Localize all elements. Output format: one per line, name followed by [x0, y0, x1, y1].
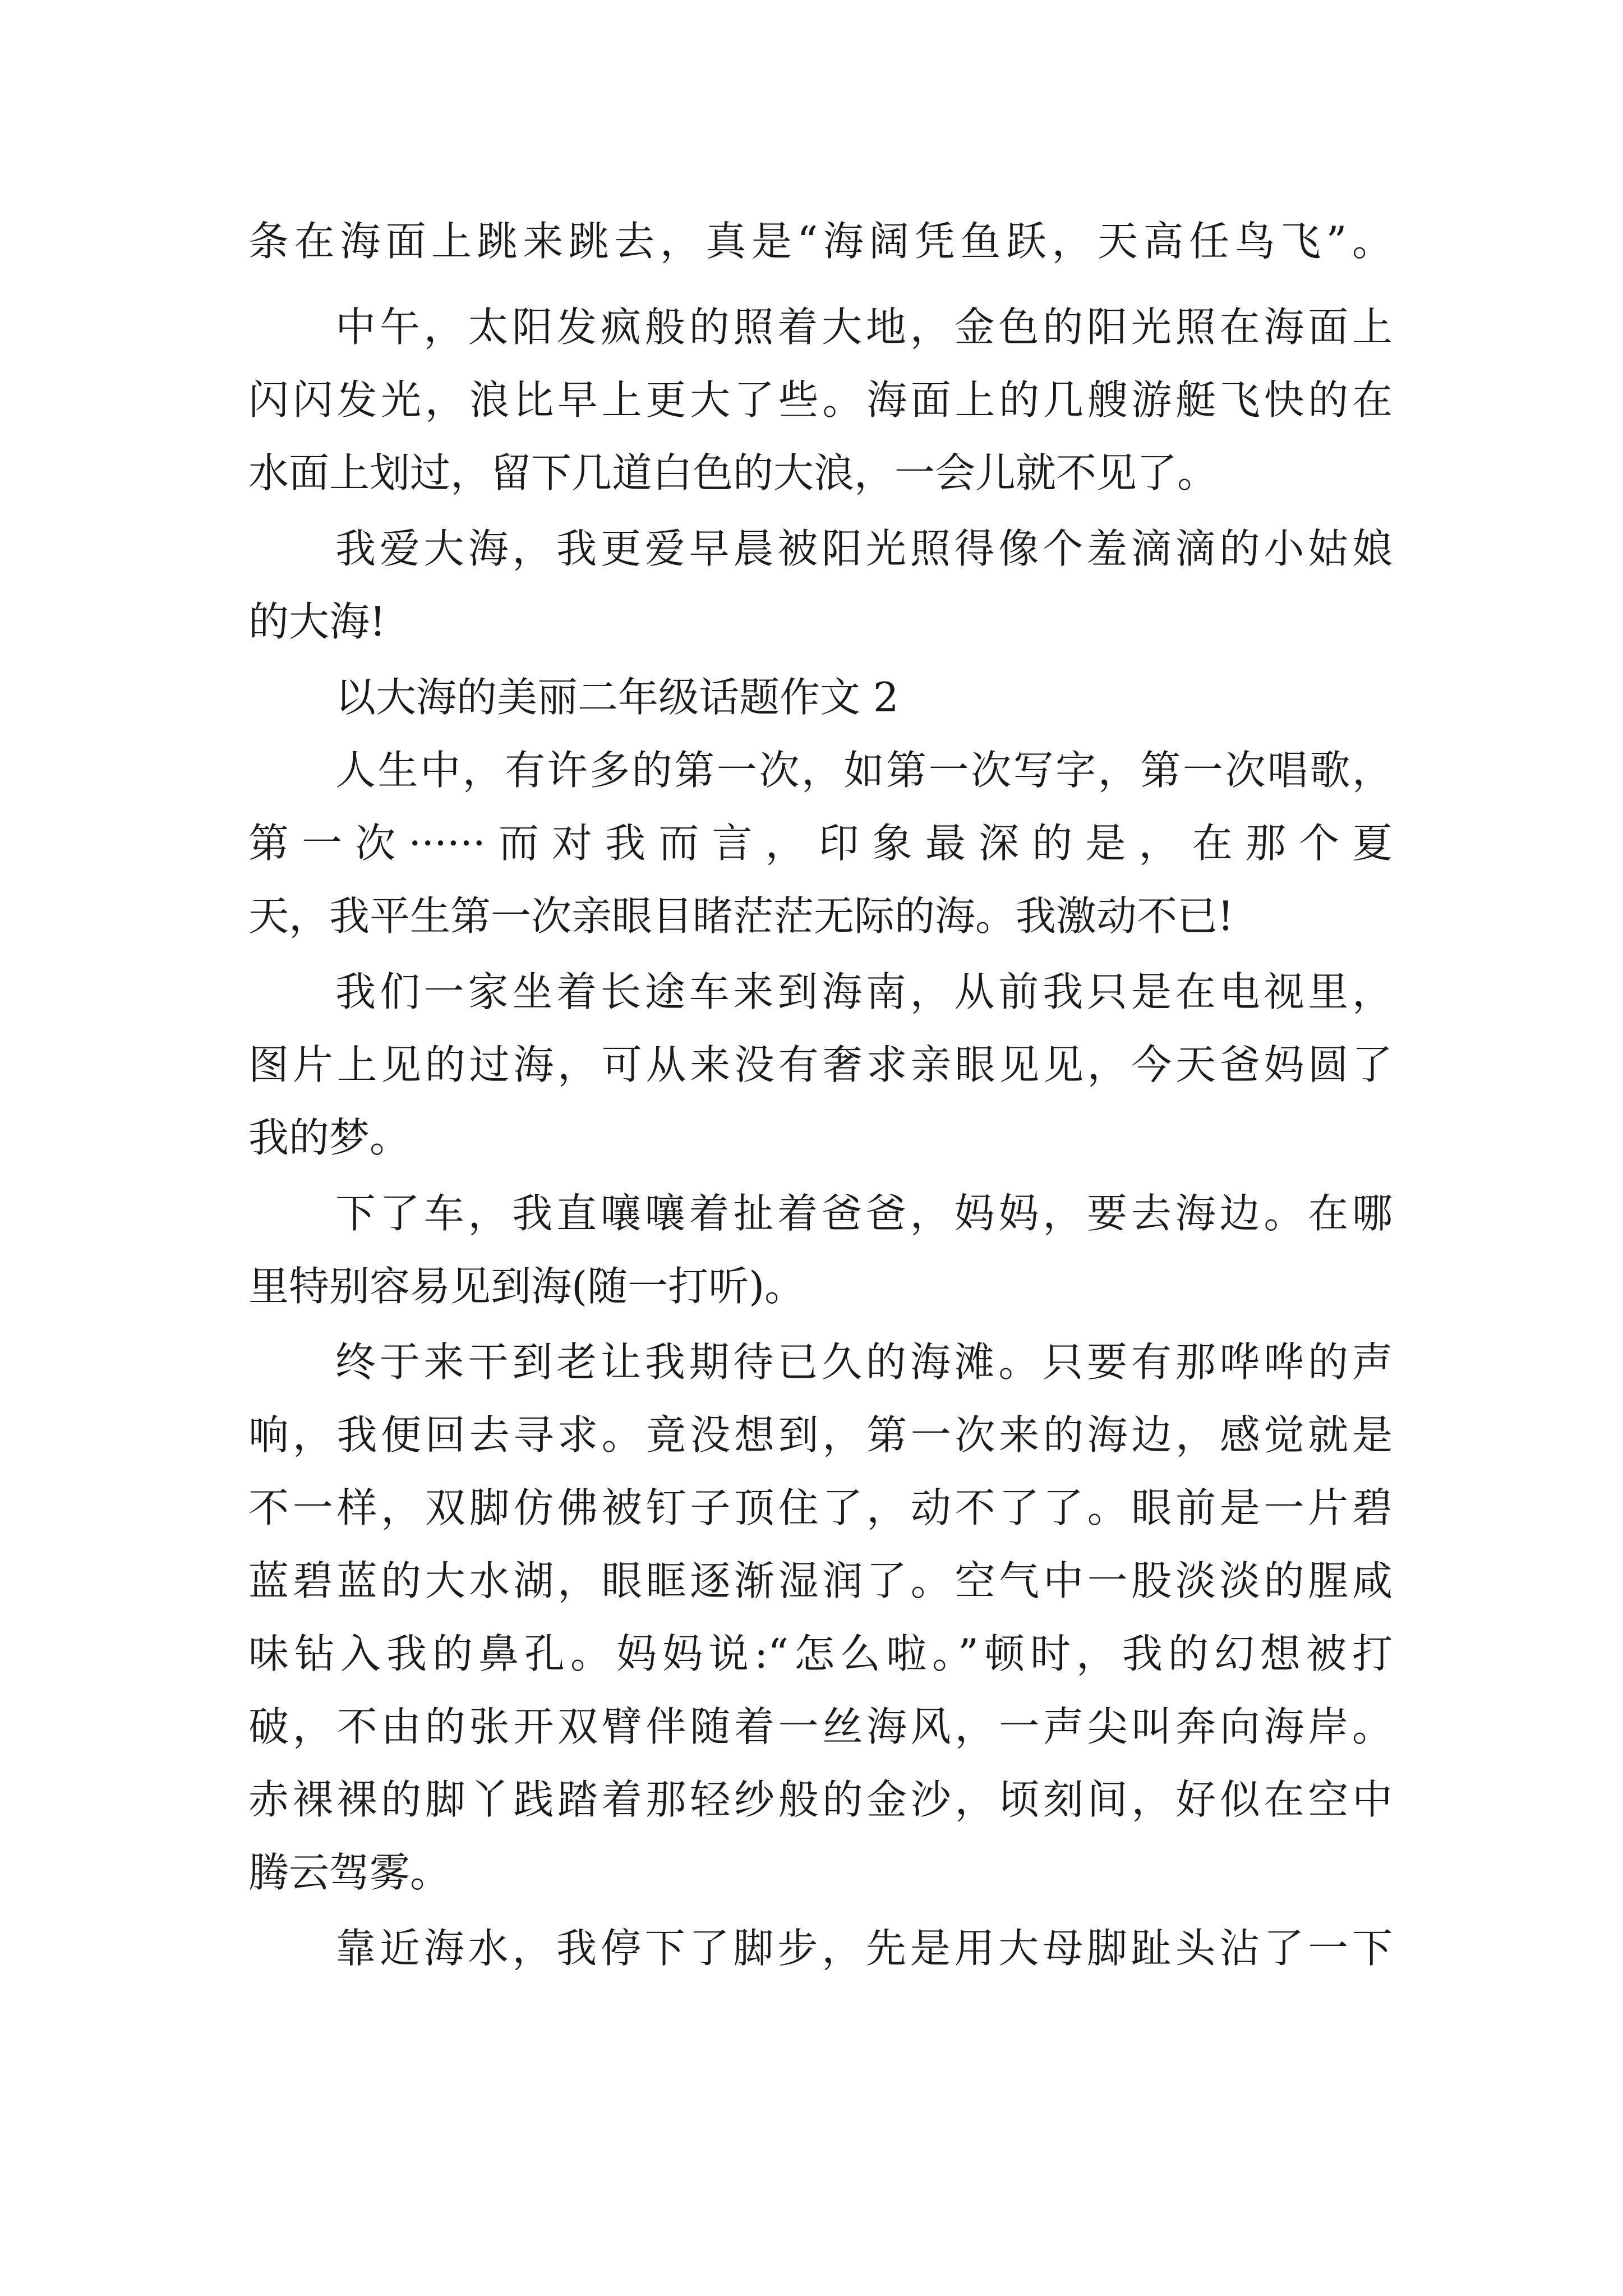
- paragraph-first-line: 靠近海水，我停下了脚步，先是用大母脚趾头沾了一下: [335, 1925, 1393, 1972]
- text-line: 我的梦。: [248, 1114, 411, 1161]
- text-line: 里特别容易见到海(随一打听)。: [248, 1263, 805, 1310]
- text-line: 不一样，双脚仿佛被钉子顶住了，动不了了。眼前是一片碧: [248, 1484, 1393, 1531]
- text-line: 赤裸裸的脚丫践踏着那轻纱般的金沙，顷刻间，好似在空中: [248, 1776, 1393, 1823]
- text-line: 闪闪发光，浪比早上更大了些。海面上的几艘游艇飞快的在: [248, 376, 1393, 424]
- section-heading: 以大海的美丽二年级话题作文 2: [335, 674, 899, 721]
- paragraph-first-line: 人生中，有许多的第一次，如第一次写字，第一次唱歌，: [335, 747, 1393, 794]
- text-line: 破，不由的张开双臂伴随着一丝海风，一声尖叫奔向海岸。: [248, 1703, 1393, 1750]
- paragraph-first-line: 我们一家坐着长途车来到海南，从前我只是在电视里，: [335, 968, 1393, 1015]
- paragraph-first-line: 下了车，我直嚷嚷着扯着爸爸，妈妈，要去海边。在哪: [335, 1190, 1393, 1237]
- text-line: 味钻入我的鼻孔。妈妈说:“怎么啦。”顿时，我的幻想被打: [248, 1630, 1393, 1677]
- text-line: 图片上见的过海，可从来没有奢求亲眼见见，今天爸妈圆了: [248, 1041, 1393, 1088]
- paragraph-first-line: 终于来干到老让我期待已久的海滩。只要有那哗哗的声: [335, 1338, 1393, 1386]
- text-line: 腾云驾雾。: [248, 1849, 451, 1896]
- text-line: 第一次······而对我而言，印象最深的是，在那个夏: [248, 820, 1393, 867]
- text-line: 水面上划过，留下几道白色的大浪，一会儿就不见了。: [248, 449, 1218, 496]
- paragraph-first-line: 中午，太阳发疯般的照着大地，金色的阳光照在海面上: [335, 303, 1393, 351]
- text-line: 的大海!: [248, 598, 386, 645]
- text-line: 蓝碧蓝的大水湖，眼眶逐渐湿润了。空气中一股淡淡的腥咸: [248, 1557, 1393, 1604]
- paragraph-first-line: 我爱大海，我更爱早晨被阳光照得像个羞滴滴的小姑娘: [335, 525, 1393, 572]
- text-line: 天，我平生第一次亲眼目睹茫茫无际的海。我激动不已!: [248, 892, 1234, 940]
- text-line: 条在海面上跳来跳去，真是“海阔凭鱼跃，天高任鸟飞”。: [248, 218, 1393, 265]
- text-line: 响，我便回去寻求。竟没想到，第一次来的海边，感觉就是: [248, 1411, 1393, 1458]
